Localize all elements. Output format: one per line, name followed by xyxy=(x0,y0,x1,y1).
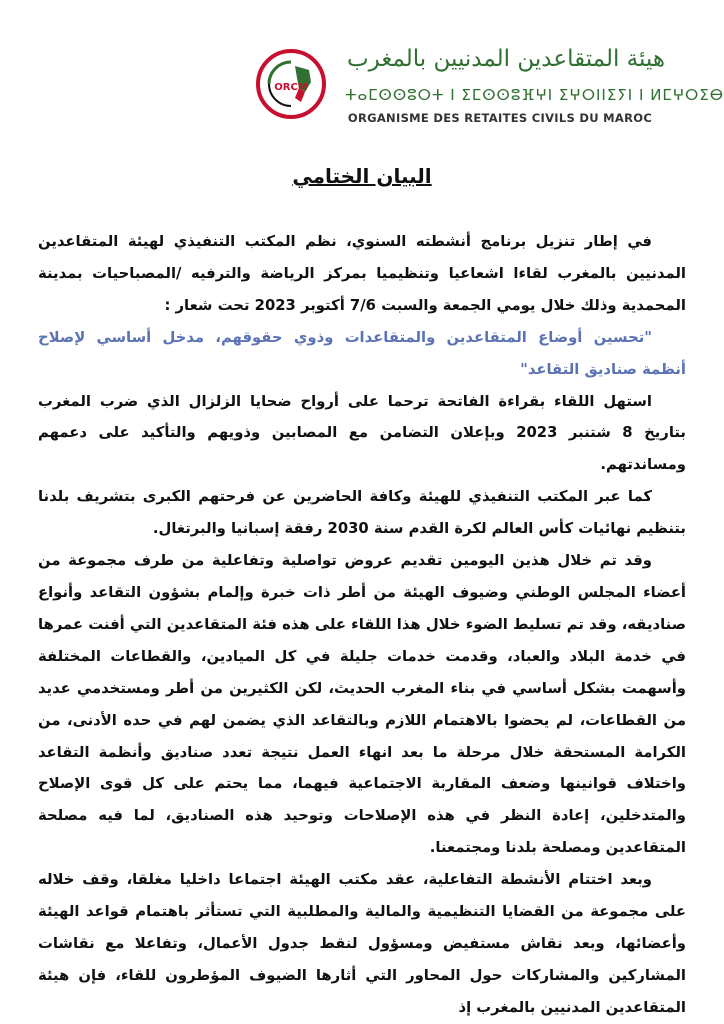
paragraph-slogan: "تحسين أوضاع المتقاعدين والمتقاعدات وذوي حقوقهم، مدخل أساسي لإصلاح أنظمة صناديق التقاعد" xyxy=(38,328,686,378)
paragraph-presentations: وقد تم خلال هذين اليومين تقديم عروض تواصلية وتفاعلية من طرف مجموعة من أعضاء المجلس الوطني وضيوف الهيئة من أطر ذات خبرة وإلمام بشؤون التقاعد وأنواع صناديقه، وقد تم تسليط الضوء خلال هذا اللقاء على هذه فئة المتقاعدين التي أفنت عمرها في خدمة البلاد والعباد، وقدمت خدمات جليلة في كل الميادين، والقطاعات المختلفة وأسهمت بشكل أساسي في بناء المغرب الحديث، لكن الكثيرين من أطر ومستخدمي عديد من القطاعات، لم يحضوا بالاهتمام اللازم وبالتقاعد الذي يضمن لهم في حده الأدنى، من الكرامة المستحقة خلال مرحلة ما بعد انهاء العمل نتيجة تعدد صناديق وأنظمة التقاعد واختلاف قوانينها وضعف المقاربة الاجتماعية فيهما، مما يحتم على كل قوى الإصلاح والمتدخلين، إعادة النظر في هذه الإصلاحات وتوحيد هذه الصناديق، لما فيه مصلحة المتقاعدين ومصلحة بلدنا ومجتمعنا. xyxy=(38,552,686,857)
paragraph-closing: وبعد اختتام الأنشطة التفاعلية، عقد مكتب الهيئة اجتماعا داخليا مغلقا، وقف خلاله على مجموعة من القضايا التنظيمية والمالية والمطلبية التي تستأثر باهتمام قواعد الهيئة وأعضائها، وبعد نقاش مستفيض ومسؤول لنقط جدول الأعمال، وتفاعلا مع نقاشات المشاركين والمشاركات حول المحاور التي أثارها الضيوف المؤطرون للقاء، فإن هيئة المتقاعدين المدنيين بالمغرب إذ xyxy=(38,871,686,1016)
paragraph-intro: في إطار تنزيل برنامج أنشطته السنوي، نظم المكتب التنفيذي لهيئة المتقاعدين المدنيين بالمغرب لقاءا اشعاعيا وتنظيميا بمركز الرياضة والترفيه /المصباحيات بمدينة المحمدية وذلك خلال يومي الجمعة والسبت 7/6 أكتوبر 2023 تحت شعار : xyxy=(38,233,686,314)
paragraph-opening: استهل اللقاء بقراءة الفاتحة ترحما على أرواح ضحايا الزلزال الذي ضرب المغرب بتاريخ 8 شتنبر 2023 وبإعلان التضامن مع المصابين وذويهم والتأكيد على دعمهم ومساندتهم. xyxy=(38,392,686,474)
svg-text:ORCM: ORCM xyxy=(274,82,308,93)
document-title: البيان الختامي xyxy=(292,164,432,188)
org-name-arabic: هيئة المتقاعدين المدنيين بالمغرب xyxy=(347,46,665,72)
org-name-tifinagh: ⵜⴰⵎⵙⵙⵓⵔⵜ ⵏ ⵉⵎⵙⵙⵓⴼⵖⵏ ⵉⵖⵔⵏⵏⵉⵢⵏ ⵏ ⵍⵎⵖⵔⵉⴱ xyxy=(345,86,724,104)
org-name-french: ORGANISME DES RETAITES CIVILS DU MAROC xyxy=(347,111,653,125)
orcm-logo-icon xyxy=(255,48,327,120)
document-body xyxy=(38,226,686,1024)
letterhead xyxy=(0,0,724,150)
paragraph-world-cup: كما عبر المكتب التنفيذي للهيئة وكافة الحاضرين عن فرحتهم الكبرى بتشريف بلدنا بتنظيم نهائيات كأس العالم لكرة القدم سنة 2030 رفقة إسبانيا والبرتغال. xyxy=(38,488,686,538)
